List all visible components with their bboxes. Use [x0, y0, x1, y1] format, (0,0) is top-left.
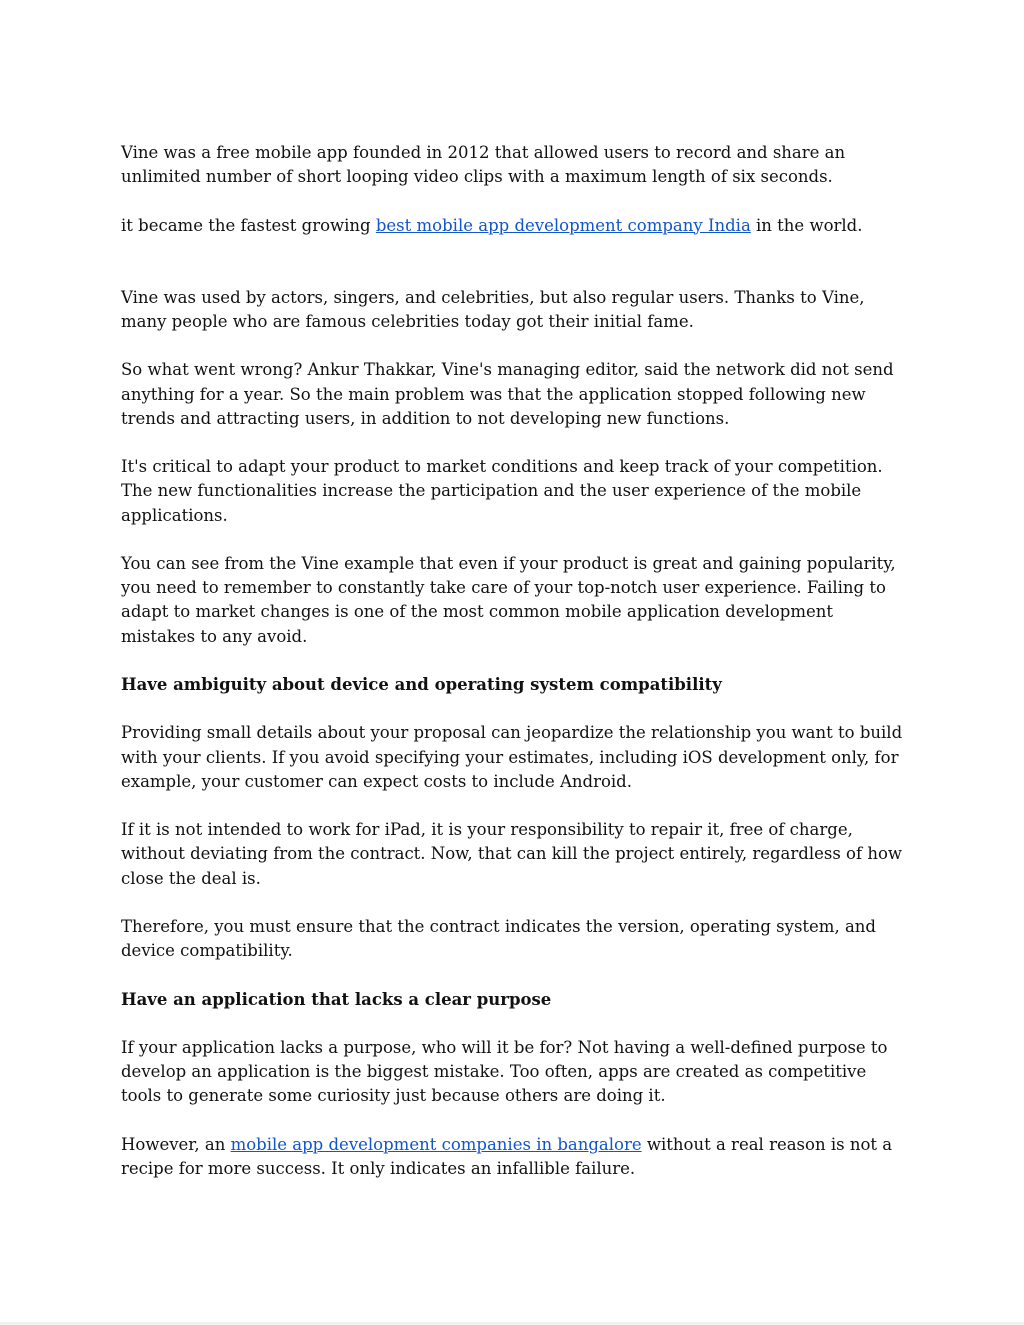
paragraph-vine-users: Vine was used by actors, singers, and celebrities, but also regular users. Thanks to Vine, many people who are famous celebrities today got their initial fame.	[121, 287, 865, 331]
paragraph-text: in the world.	[750, 215, 863, 235]
paragraph-vine-example: You can see from the Vine example that even if your product is great and gaining popularity, you need to remember to constantly take care of your top-notch user experience. Failing to adapt to market changes is one of the most common mobile application development mistakes to any avoid.	[121, 553, 896, 646]
paragraph-fastest-growing	[121, 214, 911, 238]
paragraph-spacer	[121, 1109, 911, 1133]
document-body	[121, 141, 911, 1181]
link-best-mobile-app-development-company-india[interactable]: best mobile app development company India	[375, 215, 751, 235]
paragraph-text: However, an	[121, 1134, 231, 1154]
paragraph-spacer	[121, 431, 911, 455]
paragraph-however	[121, 1133, 911, 1181]
paragraph-contract-compatibility: Therefore, you must ensure that the contract indicates the version, operating system, and device compatibility.	[121, 916, 876, 961]
paragraph-text: without a real reason is not a recipe for more success. It only indicates an infallible failure.	[121, 1134, 893, 1178]
paragraph-spacer	[121, 528, 911, 552]
paragraph-spacer	[121, 794, 911, 818]
paragraph-what-went-wrong: So what went wrong? Ankur Thakkar, Vine's managing editor, said the network did not send anything for a year. So the main problem was that the application stopped following new trends and attracting users, in addition to not developing new functions.	[121, 360, 894, 428]
paragraph-spacer	[121, 189, 911, 213]
paragraph-ipad: If it is not intended to work for iPad, it is your responsibility to repair it, free of charge, without deviating from the contract. Now, that can kill the project entirely, regardless of how close the deal is.	[121, 820, 903, 888]
link-mobile-app-development-companies-in-bangalore[interactable]: mobile app development companies in bangalore	[230, 1134, 642, 1154]
paragraph-text: it became the fastest growing	[121, 215, 376, 235]
heading-device-compatibility: Have ambiguity about device and operating system compatibility	[121, 674, 722, 694]
paragraph-proposal-details: Providing small details about your proposal can jeopardize the relationship you want to build with your clients. If you avoid specifying your estimates, including iOS development only, for example, your customer can expect costs to include Android.	[121, 723, 903, 791]
paragraph-spacer	[121, 238, 911, 286]
paragraph-spacer	[121, 697, 911, 721]
paragraph-spacer	[121, 649, 911, 673]
paragraph-spacer	[121, 963, 911, 987]
paragraph-spacer	[121, 1012, 911, 1036]
paragraph-vine-intro: Vine was a free mobile app founded in 2012 that allowed users to record and share an unlimited number of short looping video clips with a maximum length of six seconds.	[121, 143, 846, 187]
heading-clear-purpose: Have an application that lacks a clear purpose	[121, 989, 552, 1009]
paragraph-lacks-purpose: If your application lacks a purpose, who will it be for? Not having a well-defined purpose to develop an application is the biggest mistake. Too often, apps are created as competitive tools to generate some curiosity just because others are doing it.	[121, 1037, 888, 1106]
paragraph-adapt-product: It's critical to adapt your product to market conditions and keep track of your competition. The new functionalities increase the participation and the user experience of the mobile applications.	[121, 457, 883, 525]
paragraph-spacer	[121, 334, 911, 358]
paragraph-spacer	[121, 891, 911, 915]
